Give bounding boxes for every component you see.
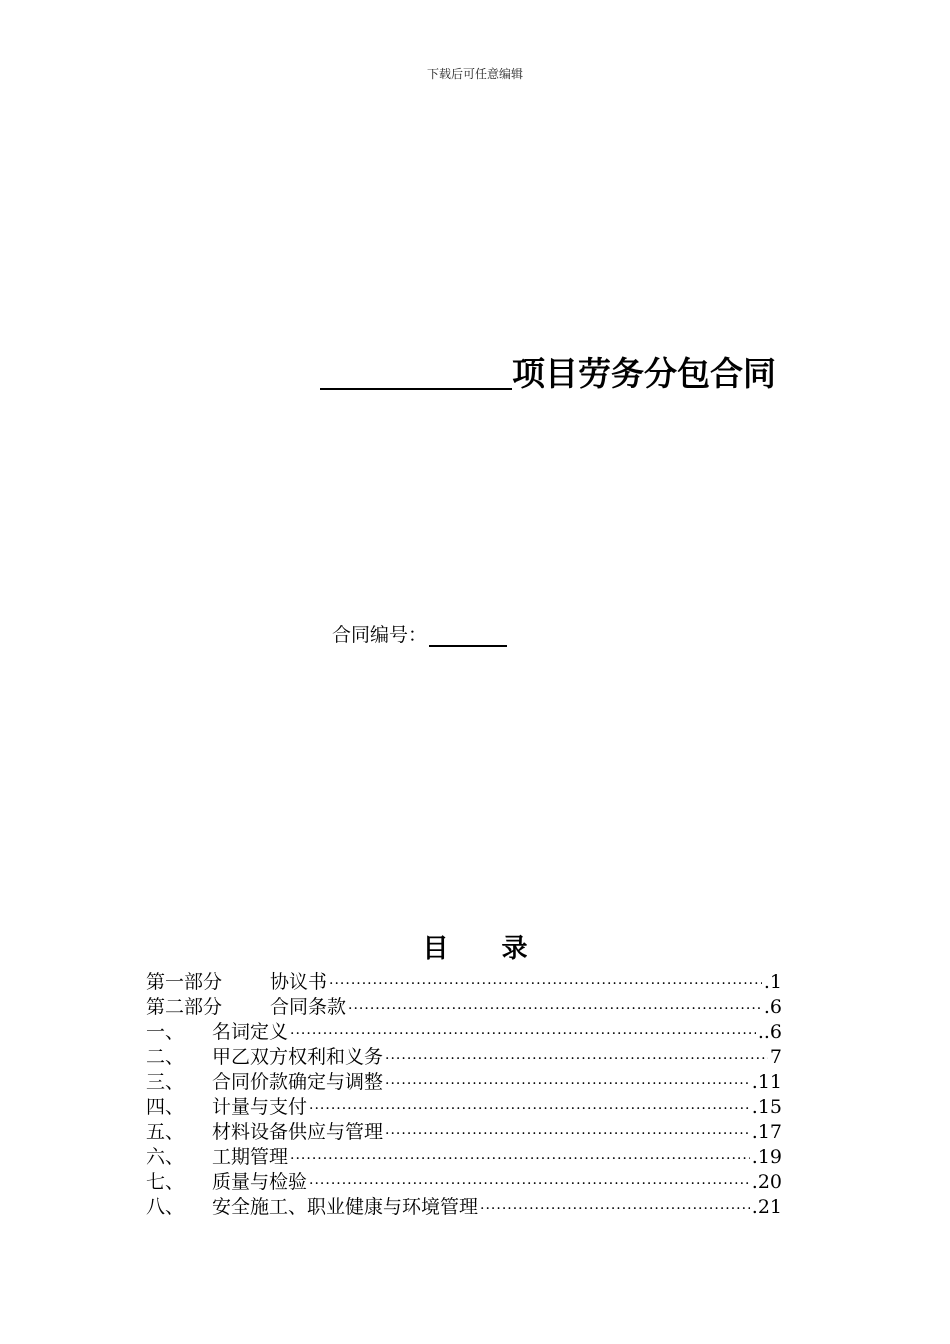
toc-entry-label: 安全施工、职业健康与环境管理 bbox=[212, 1196, 479, 1218]
toc-entry-page: .21 bbox=[751, 1196, 782, 1218]
toc-dot-leader bbox=[348, 997, 762, 1020]
toc-entry-label: 协议书 bbox=[270, 971, 328, 993]
toc-entry[interactable] bbox=[146, 1195, 782, 1220]
document-title-text: 项目劳务分包合同 bbox=[512, 354, 776, 393]
contract-number-line bbox=[332, 620, 507, 647]
toc-entry-label: 材料设备供应与管理 bbox=[212, 1121, 384, 1143]
toc-entry-number: 六、 bbox=[146, 1146, 185, 1168]
toc-entry-number: 四、 bbox=[146, 1096, 185, 1118]
toc-entry-label: 质量与检验 bbox=[212, 1171, 308, 1193]
toc-entry[interactable] bbox=[146, 1020, 782, 1045]
toc-entry-number: 二、 bbox=[146, 1046, 185, 1068]
toc-entry-page: ..6 bbox=[757, 1021, 782, 1043]
toc-entry[interactable] bbox=[146, 970, 782, 995]
toc-dot-leader bbox=[309, 1172, 750, 1195]
toc-entry-number: 一、 bbox=[146, 1021, 185, 1043]
contract-number-blank bbox=[429, 623, 507, 647]
toc-entry-page: .20 bbox=[751, 1171, 782, 1193]
toc-entry[interactable] bbox=[146, 1070, 782, 1095]
toc-entry[interactable] bbox=[146, 1045, 782, 1070]
toc-dot-leader bbox=[385, 1072, 750, 1095]
toc-entry-number: 五、 bbox=[146, 1121, 185, 1143]
document-title bbox=[320, 350, 776, 394]
toc-entry[interactable] bbox=[146, 1120, 782, 1145]
toc-entry-number: 第二部分 bbox=[146, 996, 223, 1018]
toc-dot-leader bbox=[290, 1147, 750, 1170]
toc-dot-leader bbox=[329, 972, 762, 995]
toc-entry-label: 合同条款 bbox=[270, 996, 347, 1018]
toc-entry[interactable] bbox=[146, 1095, 782, 1120]
toc-entry-page: .11 bbox=[751, 1071, 782, 1093]
toc-entry-label: 甲乙双方权利和义务 bbox=[212, 1046, 384, 1068]
toc-entry-page: 7 bbox=[769, 1046, 782, 1068]
project-name-blank bbox=[320, 358, 512, 390]
toc-entry-page: .19 bbox=[751, 1146, 782, 1168]
page-header-note: 下载后可任意编辑 bbox=[426, 67, 523, 81]
toc-entry-number: 第一部分 bbox=[146, 971, 223, 993]
toc-entry-number: 七、 bbox=[146, 1171, 185, 1193]
toc-entry-page: .1 bbox=[763, 971, 782, 993]
toc-heading: 目 录 bbox=[422, 934, 550, 964]
toc-entry-label: 合同价款确定与调整 bbox=[212, 1071, 384, 1093]
toc-entry-label: 工期管理 bbox=[212, 1146, 289, 1168]
toc-dot-leader bbox=[385, 1122, 750, 1145]
toc-dot-leader bbox=[309, 1097, 750, 1120]
toc-entry-number: 八、 bbox=[146, 1196, 185, 1218]
toc-entry-page: .15 bbox=[751, 1096, 782, 1118]
toc-entry[interactable] bbox=[146, 995, 782, 1020]
toc-entry-page: .6 bbox=[763, 996, 782, 1018]
table-of-contents bbox=[146, 970, 782, 1220]
toc-dot-leader bbox=[480, 1197, 750, 1220]
toc-entry-number: 三、 bbox=[146, 1071, 185, 1093]
contract-number-label: 合同编号： bbox=[332, 624, 428, 646]
toc-entry[interactable] bbox=[146, 1145, 782, 1170]
toc-dot-leader bbox=[290, 1022, 756, 1045]
toc-entry[interactable] bbox=[146, 1170, 782, 1195]
toc-entry-page: .17 bbox=[751, 1121, 782, 1143]
toc-entry-label: 计量与支付 bbox=[212, 1096, 308, 1118]
toc-entry-label: 名词定义 bbox=[212, 1021, 289, 1043]
toc-dot-leader bbox=[385, 1047, 768, 1070]
